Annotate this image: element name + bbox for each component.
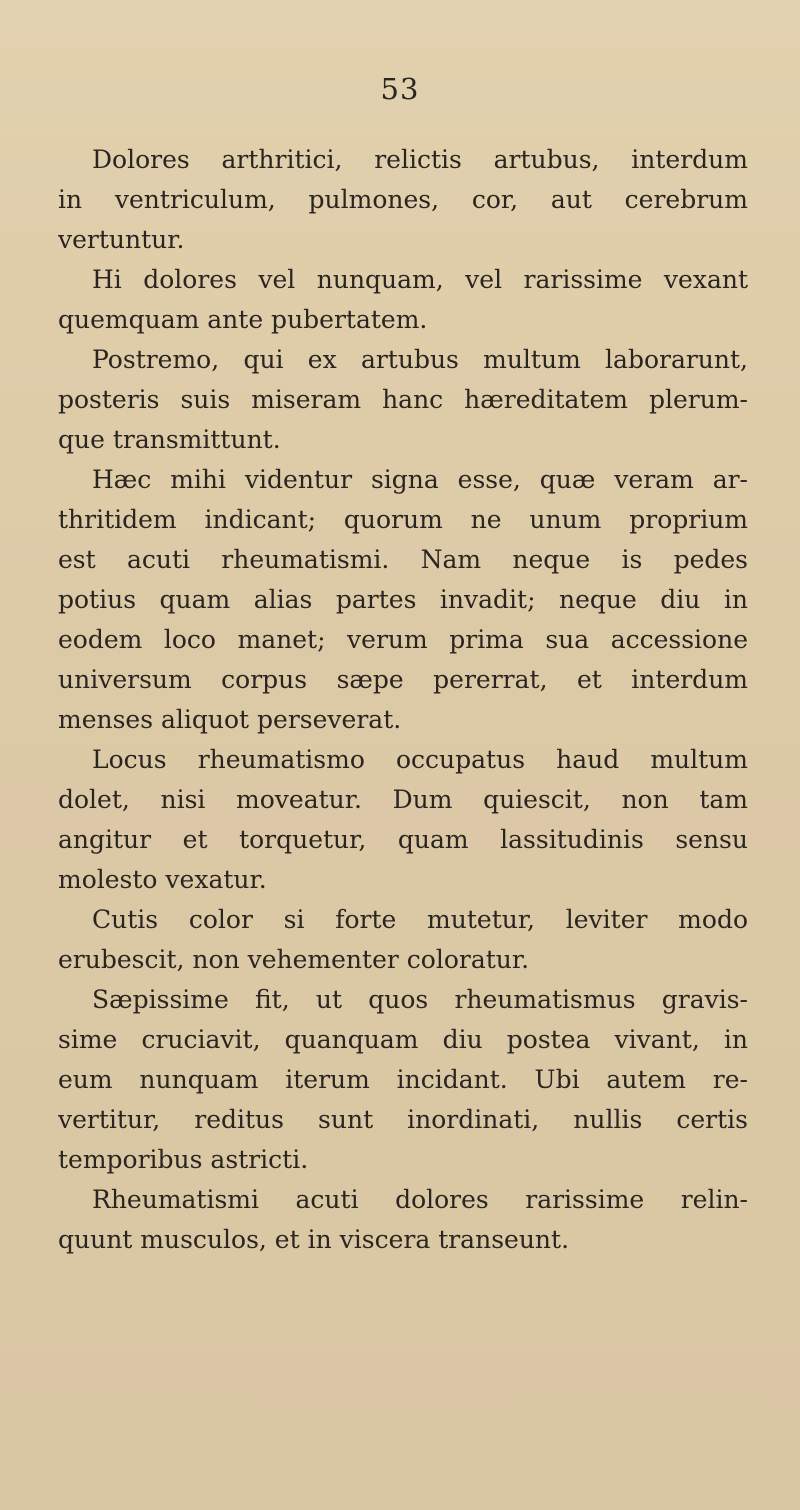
paragraph bbox=[58, 140, 748, 260]
text-line: erubescit, non vehementer coloratur. bbox=[58, 945, 530, 974]
text-line: que transmittunt. bbox=[58, 425, 281, 454]
text-line: in ventriculum, pulmones, cor, aut cerebrum bbox=[58, 185, 748, 214]
text-line: dolet, nisi moveatur. Dum quiescit, non tam bbox=[58, 785, 748, 814]
paragraph bbox=[58, 460, 748, 740]
text-line: Sæpissime fit, ut quos rheumatismus gravis- bbox=[92, 985, 748, 1014]
body-text bbox=[58, 140, 748, 1260]
text-line: Dolores arthritici, relictis artubus, interdum bbox=[92, 145, 748, 174]
paragraph bbox=[58, 260, 748, 340]
text-line: quunt musculos, et in viscera transeunt. bbox=[58, 1225, 570, 1254]
text-line: Postremo, qui ex artubus multum laborarunt, bbox=[92, 345, 748, 374]
text-line: Cutis color si forte mutetur, leviter modo bbox=[92, 905, 748, 934]
text-line: vertuntur. bbox=[58, 225, 185, 254]
text-line: Hi dolores vel nunquam, vel rarissime vexant bbox=[92, 265, 748, 294]
text-line: eodem loco manet; verum prima sua accessione bbox=[58, 625, 748, 654]
text-line: quemquam ante pubertatem. bbox=[58, 305, 428, 334]
paragraph bbox=[58, 980, 748, 1180]
text-line: Hæc mihi videntur signa esse, quæ veram ar- bbox=[92, 465, 748, 494]
paragraph bbox=[58, 340, 748, 460]
paragraph bbox=[58, 740, 748, 900]
text-line: menses aliquot perseverat. bbox=[58, 705, 402, 734]
text-line: est acuti rheumatismi. Nam neque is pedes bbox=[58, 545, 748, 574]
text-line: vertitur, reditus sunt inordinati, nullis certis bbox=[58, 1105, 748, 1134]
text-line: potius quam alias partes invadit; neque diu in bbox=[58, 585, 748, 614]
text-line: thritidem indicant; quorum ne unum proprium bbox=[58, 505, 748, 534]
text-line: angitur et torquetur, quam lassitudinis sensu bbox=[58, 825, 748, 854]
text-line: temporibus astricti. bbox=[58, 1145, 309, 1174]
text-line: molesto vexatur. bbox=[58, 865, 267, 894]
page-number: 53 bbox=[380, 72, 420, 106]
text-line: Locus rheumatismo occupatus haud multum bbox=[92, 745, 748, 774]
paragraph bbox=[58, 900, 748, 980]
paragraph bbox=[58, 1180, 748, 1260]
text-line: sime cruciavit, quanquam diu postea vivant, in bbox=[58, 1025, 748, 1054]
text-line: Rheumatismi acuti dolores rarissime relin- bbox=[92, 1185, 748, 1214]
text-line: eum nunquam iterum incidant. Ubi autem re- bbox=[58, 1065, 748, 1094]
text-line: universum corpus sæpe pererrat, et interdum bbox=[58, 665, 748, 694]
text-line: posteris suis miseram hanc hæreditatem plerum- bbox=[58, 385, 748, 414]
